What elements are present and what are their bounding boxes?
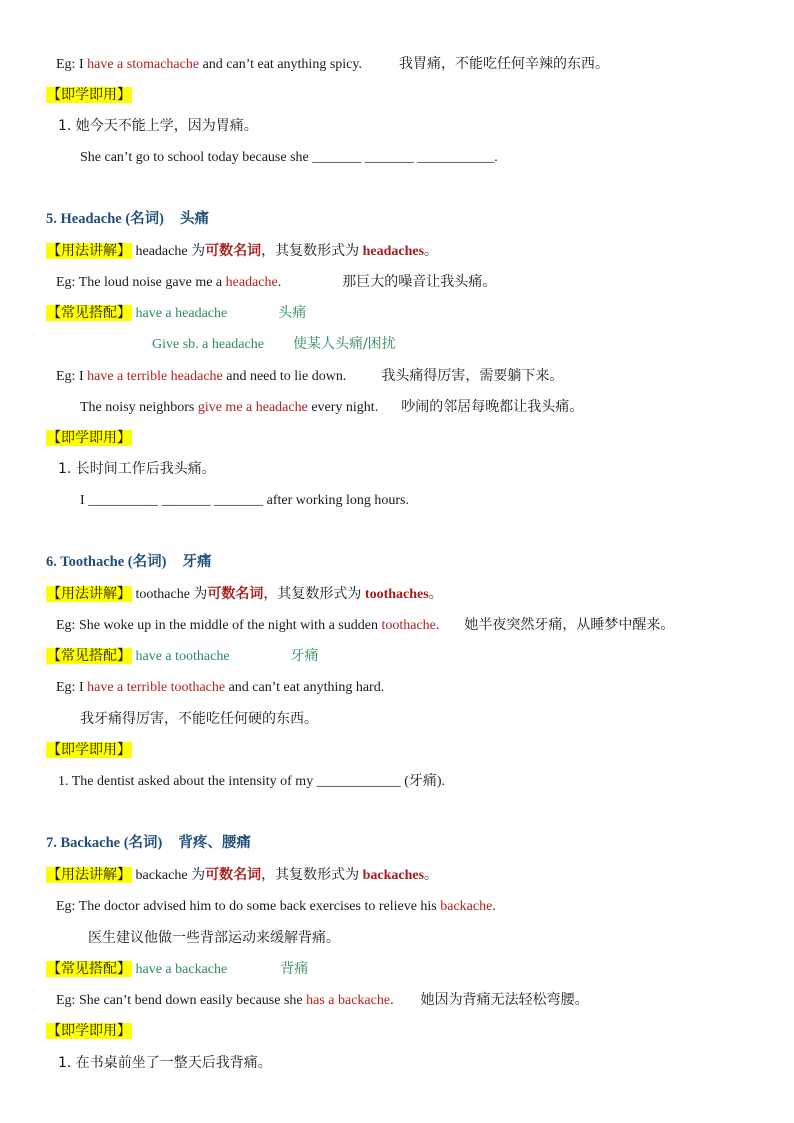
section-heading: 6. Toothache (名词) 牙痛 (46, 554, 212, 570)
example-sentence: Eg: She can’t bend down easily because she has a backache. 她因为背痛无法轻松弯腰。 (56, 992, 589, 1008)
section-heading: 5. Headache (名词) 头痛 (46, 211, 209, 227)
example-sentence: The noisy neighbors give me a headache every night. 吵闹的邻居每晚都让我头痛。 (80, 399, 584, 415)
practice-tag: 【即学即用】 (47, 87, 131, 103)
example-sentence: Eg: The loud noise gave me a headache. 那巨大的噪音让我头痛。 (56, 274, 497, 290)
usage-line: 【用法讲解】 toothache 为可数名词，其复数形式为 toothaches。 (47, 586, 443, 602)
example-sentence: Eg: I have a terrible headache and need to lie down. 我头痛得厉害，需要躺下来。 (56, 368, 564, 384)
collocation-line: Give sb. a headache 使某人头痛/困扰 (152, 336, 396, 352)
collocation-line: 【常见搭配】 have a headache 头痛 (47, 305, 307, 321)
example-translation: 医生建议他做一些背部运动来缓解背痛。 (88, 930, 340, 946)
practice-tag: 【即学即用】 (47, 430, 131, 446)
practice-blank-sentence: She can’t go to school today because she _______ _______ ___________. (80, 150, 498, 165)
section-heading: 7. Backache (名词) 背疼、腰痛 (46, 835, 251, 851)
collocation-line: 【常见搭配】 have a toothache 牙痛 (47, 648, 319, 664)
example-sentence: Eg: I have a stomachache and can’t eat anything spicy. 我胃痛，不能吃任何辛辣的东西。 (56, 56, 609, 72)
collocation-line: 【常见搭配】 have a backache 背痛 (47, 961, 309, 977)
practice-question: 1. 长时间工作后我头痛。 (58, 461, 216, 477)
example-translation: 我牙痛得厉害，不能吃任何硬的东西。 (80, 711, 318, 727)
practice-blank-sentence: I __________ _______ _______ after working long hours. (80, 493, 409, 508)
usage-line: 【用法讲解】 headache 为可数名词，其复数形式为 headaches。 (47, 243, 439, 259)
practice-question: 1. 在书桌前坐了一整天后我背痛。 (58, 1055, 272, 1071)
example-sentence: Eg: I have a terrible toothache and can’t eat anything hard. (56, 680, 385, 695)
practice-question: 1. 她今天不能上学，因为胃痛。 (58, 118, 258, 134)
example-sentence: Eg: The doctor advised him to do some back exercises to relieve his backache. (56, 899, 496, 914)
practice-tag: 【即学即用】 (47, 1023, 131, 1039)
example-sentence: Eg: She woke up in the middle of the night with a sudden toothache. 她半夜突然牙痛，从睡梦中醒来。 (56, 617, 675, 633)
practice-tag: 【即学即用】 (47, 742, 131, 758)
practice-blank-sentence: 1. The dentist asked about the intensity of my ____________ (牙痛). (58, 774, 446, 789)
usage-line: 【用法讲解】 backache 为可数名词，其复数形式为 backaches。 (47, 867, 439, 883)
